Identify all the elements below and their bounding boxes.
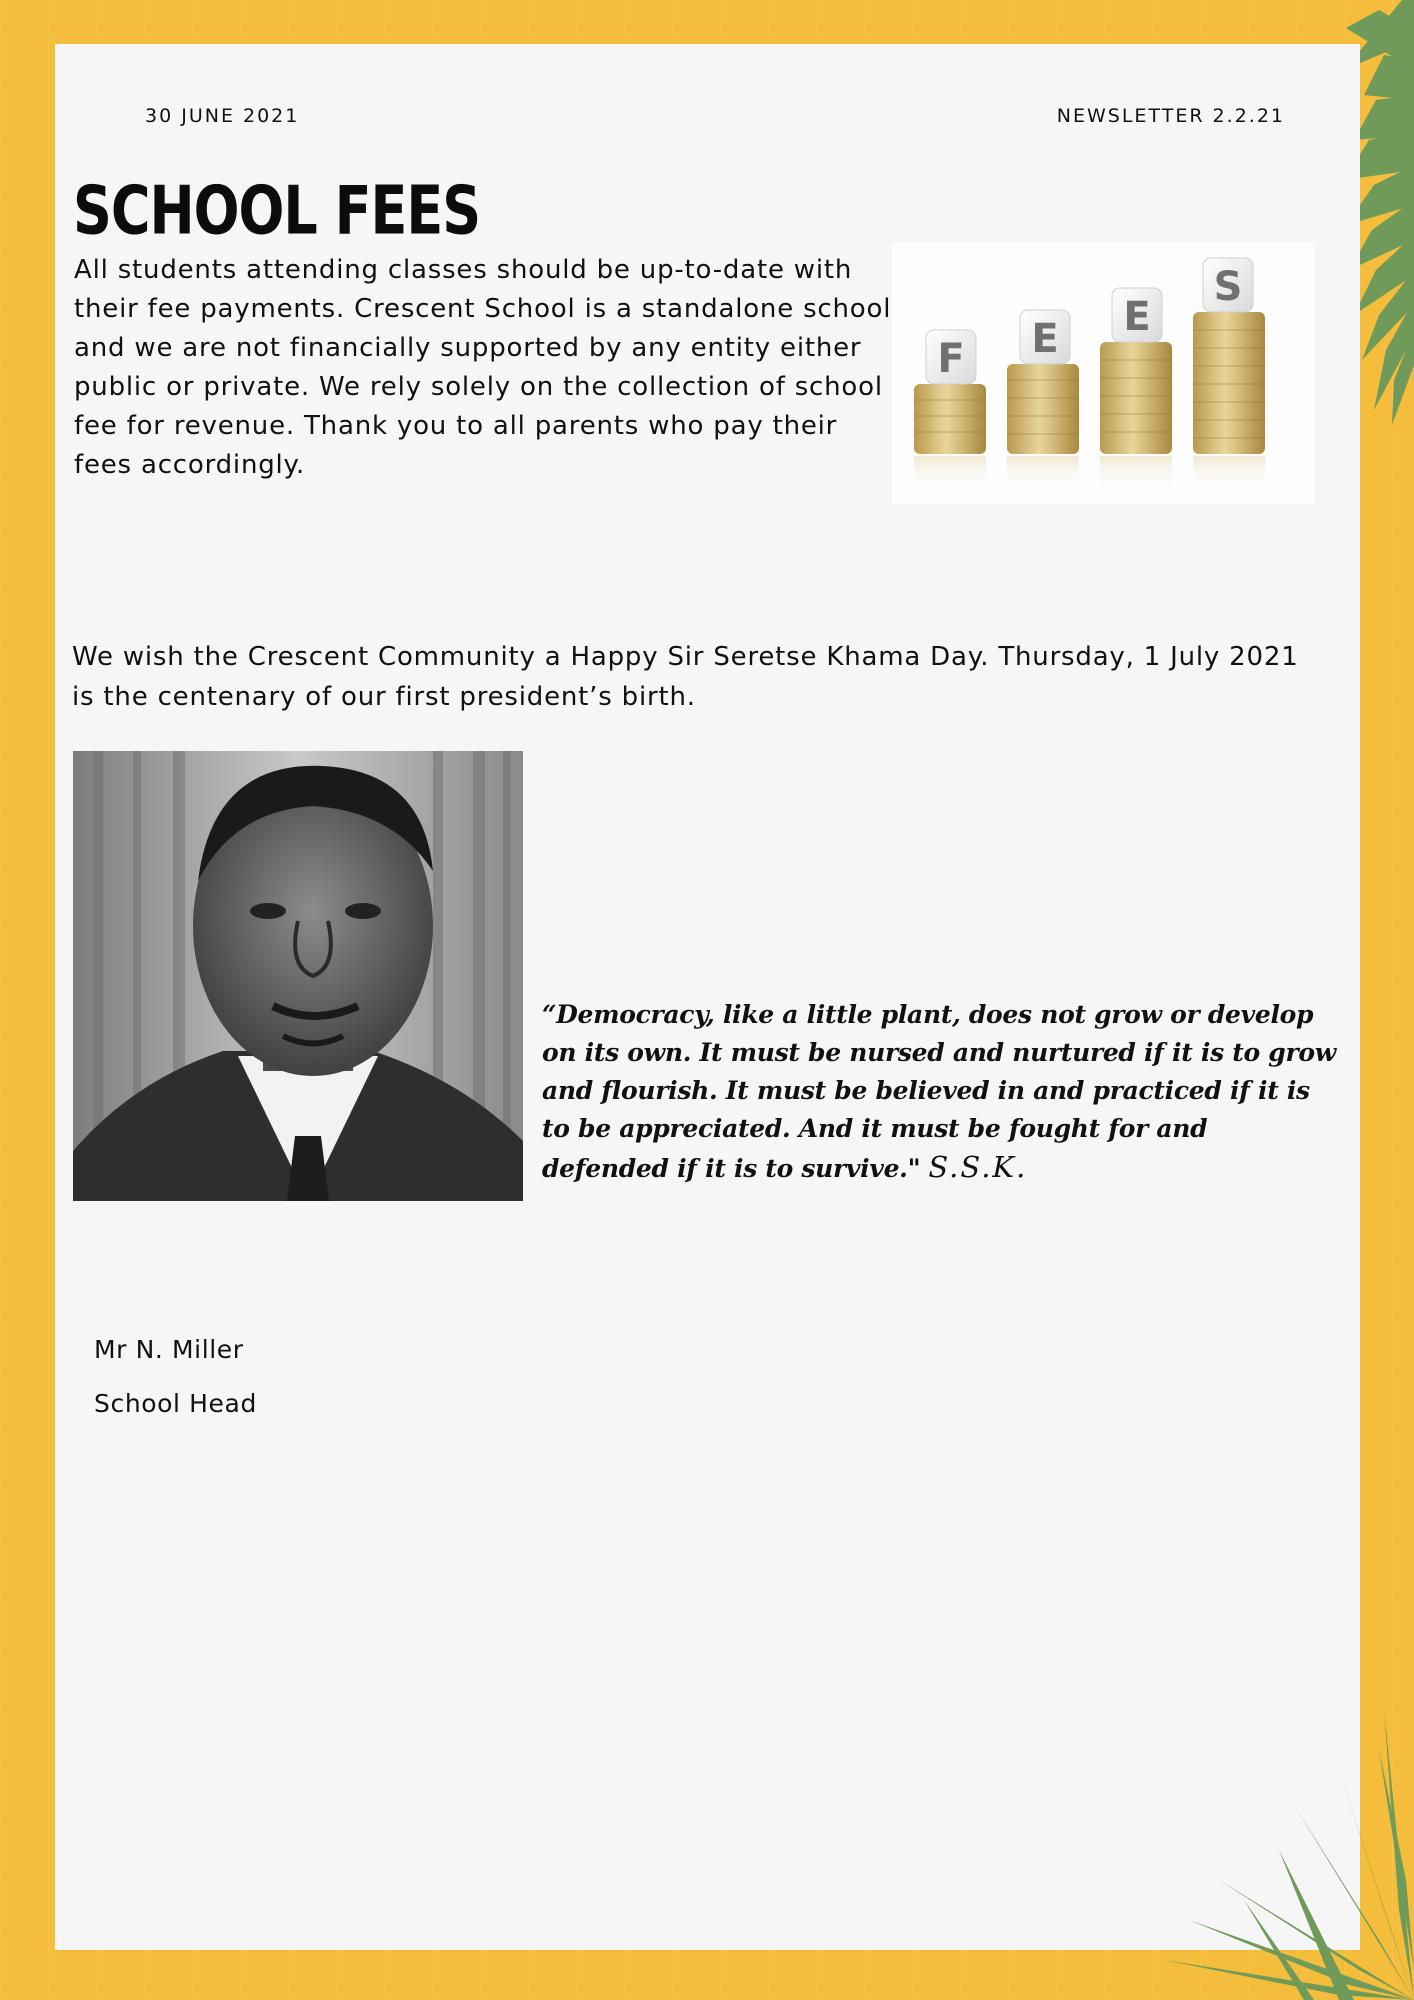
seretse-khama-quote: [542, 996, 1342, 1188]
palm-leaf-bottom-decoration: [1144, 1710, 1414, 2000]
quote-signature: S.S.K.: [928, 1150, 1028, 1184]
fees-letter-s: S: [1213, 264, 1243, 310]
school-fees-heading: SCHOOL FEES: [73, 172, 481, 251]
portrait-photo: [73, 751, 523, 1201]
quote-text: “Democracy, like a little plant, does not grow or develop on its own. It must be nursed and nurtured if it is to grow and flourish. It must be believed in and practiced if it is to be appreciated. And it must be fought for and defended if it is to survive.": [542, 1000, 1336, 1183]
newsletter-page: [55, 44, 1360, 1950]
fees-letter-e2: E: [1123, 294, 1151, 340]
school-fees-paragraph: All students attending classes should be up-to-date with their fee payments. Crescent School is a standalone school and we are not financially supported by any entity either public or private. We rely solely on the collection of school fee for revenue. Thank you to all parents who pay their fees accordingly.: [74, 255, 892, 480]
fees-coins-image: [892, 242, 1315, 504]
seretse-khama-day-paragraph: We wish the Crescent Community a Happy Sir Seretse Khama Day. Thursday, 1 July 2021 is the centenary of our first president’s birth.: [72, 642, 1299, 712]
fees-letter-e1: E: [1031, 316, 1059, 362]
fees-letter-f: F: [937, 336, 965, 382]
signoff-role: School Head: [94, 1389, 257, 1418]
newsletter-date: 30 JUNE 2021: [145, 105, 300, 127]
signoff-name: Mr N. Miller: [94, 1335, 244, 1364]
newsletter-number: NEWSLETTER 2.2.21: [1056, 105, 1285, 127]
